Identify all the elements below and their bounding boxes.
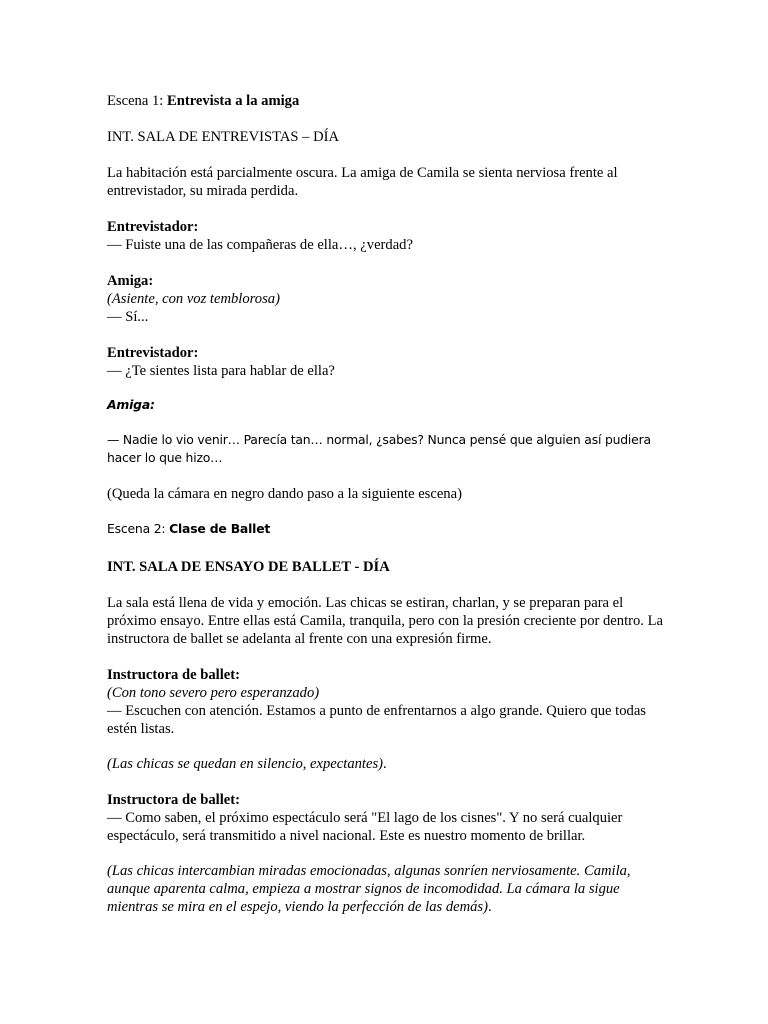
speaker-name: Entrevistador: bbox=[107, 345, 199, 361]
dialogue-line: — Como saben, el próximo espectáculo será "El lago de los cisnes". Y no será cualquier espectáculo, será transmitido a nivel nacional. Este es nuestro momento de brillar. bbox=[107, 810, 623, 844]
dialogue-line: — Sí... bbox=[107, 309, 149, 325]
scene-2-heading bbox=[107, 520, 667, 538]
scene-1-closing: (Queda la cámara en negro dando paso a la siguiente escena) bbox=[107, 486, 462, 502]
parenthetical: (Con tono severo pero esperanzado) bbox=[107, 685, 320, 701]
stage-direction-period: . bbox=[382, 756, 387, 772]
speaker-name: Amiga: bbox=[107, 273, 154, 289]
stage-direction-period: . bbox=[487, 899, 492, 915]
scene-1-heading-prefix: Escena 1: bbox=[107, 93, 167, 109]
stage-direction-text: (Las chicas se quedan en silencio, expectantes) bbox=[107, 756, 383, 772]
dialogue-block bbox=[107, 791, 667, 845]
stage-direction bbox=[107, 755, 667, 773]
stage-direction-text: (Las chicas intercambian miradas emocionadas, algunas sonríen nerviosamente. Camila, aunque aparenta calma, empieza a mostrar signos de incomodidad. La cámara la sigue mientras se mira en el espejo, viendo la perfección de las demás) bbox=[107, 863, 631, 915]
speaker-name: Amiga: bbox=[107, 397, 155, 412]
speaker-name: Instructora de ballet: bbox=[107, 792, 240, 808]
dialogue-line: — Nadie lo vio venir… Parecía tan… normal, ¿sabes? Nunca pensé que alguien así pudiera hacer lo que hizo… bbox=[107, 432, 651, 465]
dialogue-line: — Fuiste una de las compañeras de ella…, ¿verdad? bbox=[107, 237, 413, 253]
dialogue-line: — ¿Te sientes lista para hablar de ella? bbox=[107, 363, 335, 379]
speaker-name: Entrevistador: bbox=[107, 219, 199, 235]
scene-2-action: La sala está llena de vida y emoción. Las chicas se estiran, charlan, y se preparan para el próximo ensayo. Entre ellas está Camila, tranquila, pero con la presión creciente por dentro. La instructora de ballet se adelanta al frente con una expresión firme. bbox=[107, 595, 663, 647]
dialogue-line: — Escuchen con atención. Estamos a punto de enfrentarnos a algo grande. Quiero que todas estén listas. bbox=[107, 703, 646, 737]
stage-direction bbox=[107, 862, 667, 916]
dialogue-block bbox=[107, 666, 667, 738]
dialogue-block bbox=[107, 272, 667, 326]
scene-1-heading bbox=[107, 92, 667, 110]
speaker-name: Instructora de ballet: bbox=[107, 667, 240, 683]
scene-1-slugline: INT. SALA DE ENTREVISTAS – DÍA bbox=[107, 129, 340, 145]
scene-2-heading-title: Clase de Ballet bbox=[169, 521, 271, 536]
scene-1-heading-title: Entrevista a la amiga bbox=[166, 93, 300, 109]
scene-2-slugline: INT. SALA DE ENSAYO DE BALLET - DÍA bbox=[107, 559, 390, 575]
scene-2-heading-prefix: Escena 2: bbox=[107, 521, 170, 536]
dialogue-block bbox=[107, 218, 667, 254]
parenthetical: (Asiente, con voz temblorosa) bbox=[107, 291, 280, 307]
dialogue-block bbox=[107, 344, 667, 380]
scene-1-action: La habitación está parcialmente oscura. La amiga de Camila se sienta nerviosa frente al entrevistador, su mirada perdida. bbox=[107, 165, 618, 199]
